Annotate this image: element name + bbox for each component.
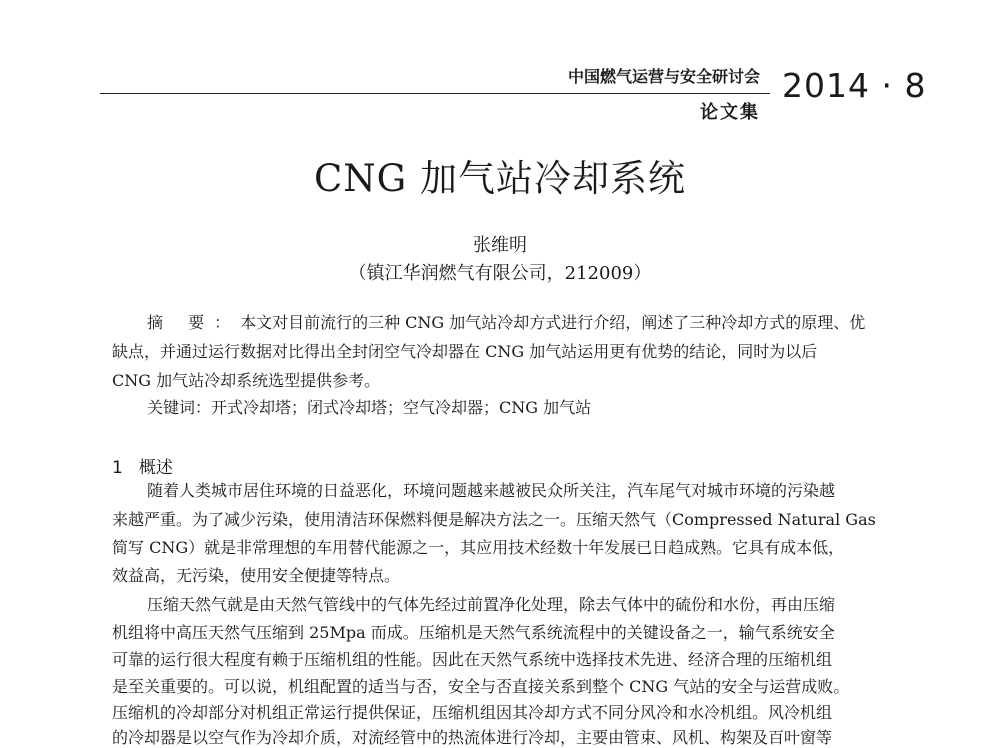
- proceedings-label: 论文集: [700, 102, 760, 123]
- body-line: 机组将中高压天然气压缩到 25Mpa 而成。压缩机是天然气系统流程中的关键设备之一，输气系统安全: [112, 623, 835, 642]
- abstract-label: 摘 要：: [147, 313, 241, 332]
- body-line: 效益高，无污染，使用安全便捷等特点。: [112, 566, 401, 585]
- abstract-line: 缺点，并通过运行数据对比得出全封闭空气冷却器在 CNG 加气站运用更有优势的结论，同时为以后: [112, 342, 818, 361]
- body-line: 简写 CNG）就是非常理想的车用替代能源之一，其应用技术经数十年发展已日趋成熟。它具有成本低，: [112, 538, 845, 557]
- body-line: 随着人类城市居住环境的日益恶化，环境问题越来越被民众所关注，汽车尾气对城市环境的污染越: [147, 481, 836, 500]
- header-rule: [100, 93, 770, 94]
- body-line: 是至关重要的。可以说，机组配置的适当与否，安全与否直接关系到整个 CNG 气站的安全与运营成败。: [112, 677, 850, 696]
- body-line: 来越严重。为了减少污染，使用清洁环保燃料便是解决方法之一。压缩天然气（Compressed Natural Gas: [112, 510, 876, 529]
- author-name: 张维明: [473, 235, 527, 256]
- abstract-line: CNG 加气站冷却系统选型提供参考。: [112, 371, 381, 390]
- body-line: 压缩机的冷却部分对机组正常运行提供保证，压缩机组因其冷却方式不同分风冷和水冷机组。风冷机组: [112, 703, 833, 722]
- conference-name: 中国燃气运营与安全研讨会: [567, 67, 760, 86]
- section-title: 概述: [138, 458, 173, 478]
- author-affiliation: （镇江华润燃气有限公司，212009）: [348, 263, 652, 284]
- section-number: 1: [112, 458, 123, 478]
- keywords: 关键词：开式冷却塔；闭式冷却塔；空气冷却器；CNG 加气站: [147, 398, 592, 417]
- body-line: 压缩天然气就是由天然气管线中的气体先经过前置净化处理，除去气体中的硫份和水份，再由压缩: [147, 595, 836, 614]
- publication-date: 2014 · 8: [782, 66, 927, 105]
- body-line: 的冷却器是以空气作为冷却介质，对流经管中的热流体进行冷却，主要由管束、风机、构架及百叶窗等: [112, 728, 833, 747]
- paper-title: CNG 加气站冷却系统: [313, 157, 686, 200]
- abstract-line: 摘 要：本文对目前流行的三种 CNG 加气站冷却方式进行介绍，阐述了三种冷却方式的原理、优: [147, 313, 866, 332]
- section-heading: [112, 453, 173, 478]
- body-line: 可靠的运行很大程度有赖于压缩机组的性能。因此在天然气系统中选择技术先进、经济合理的压缩机组: [112, 650, 833, 669]
